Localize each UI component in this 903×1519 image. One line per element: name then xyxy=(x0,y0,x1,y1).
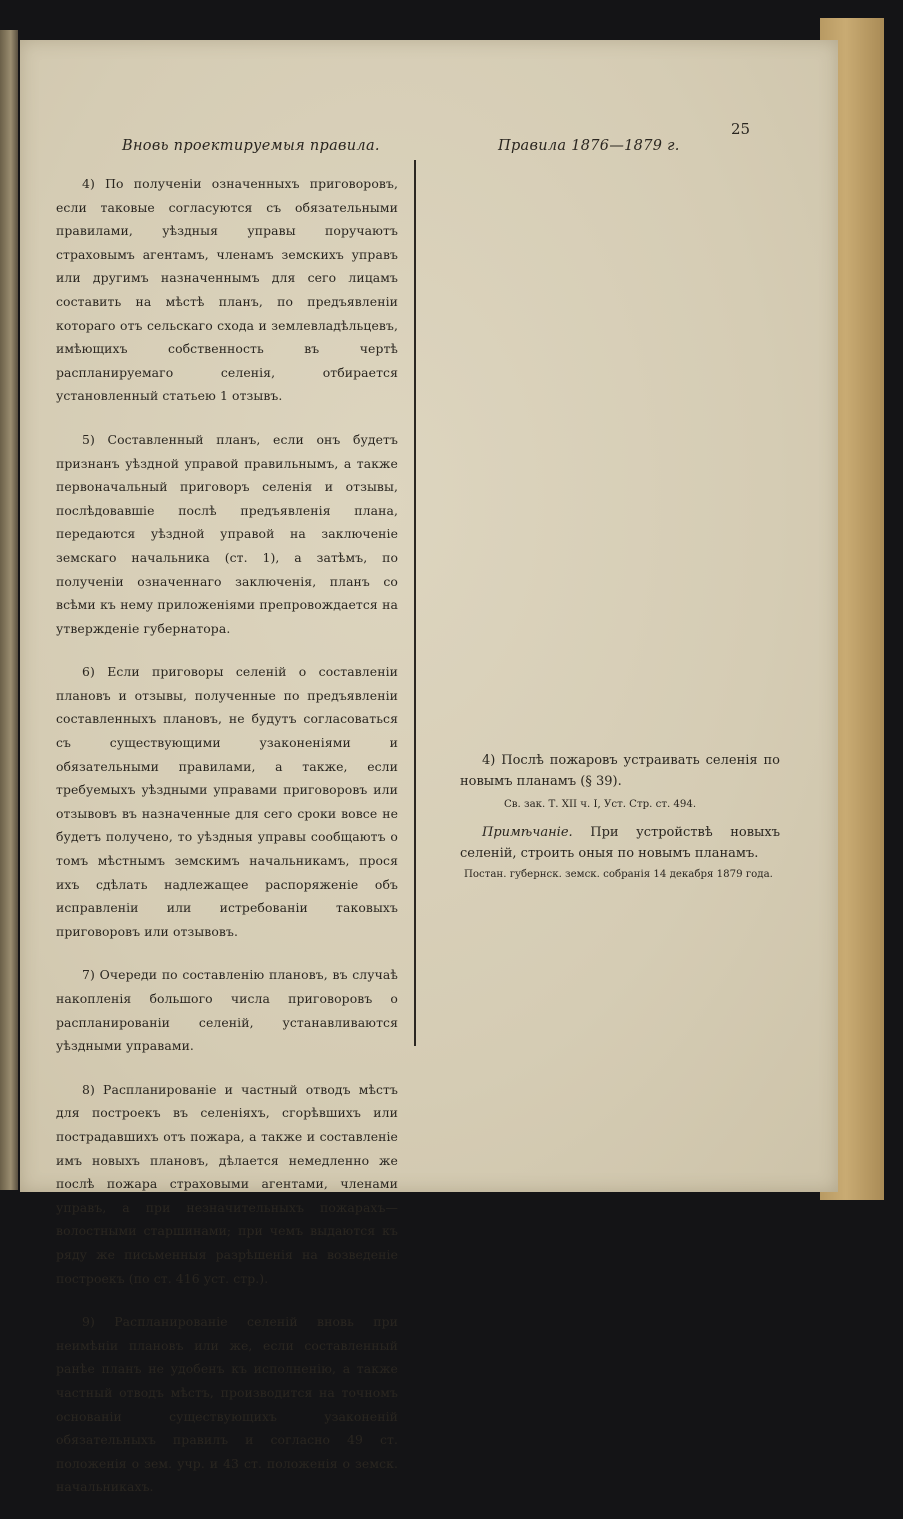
law-reference: Св. зак. Т. XII ч. I, Уст. Стр. ст. 494. xyxy=(504,799,697,810)
paragraph-5: 5) Составленный планъ, если онъ будетъ признанъ уѣздной управой правильнымъ, а также первоначальный приговоръ селенія и отзывы, послѣдовавшіе послѣ предъявленія плана, передаются уѣздной управой на заключеніе земскаго начальника (ст. 1), а затѣмъ, по полученіи означеннаго заключенія, планъ со всѣми къ нему приложеніями препровождается на утвержденіе губернатора. xyxy=(56,431,398,636)
paragraph-7: 7) Очереди по составленію плановъ, въ случаѣ накопленія большого числа приговоровъ о распланированіи селеній, устанавливаются уѣздными управами. xyxy=(56,967,398,1054)
column-divider xyxy=(414,160,416,1046)
source-citation: Постан. губернск. земск. собранія 14 декабря 1879 года. xyxy=(464,869,773,880)
note-label: Примѣчаніе. xyxy=(482,825,573,840)
note xyxy=(460,822,780,864)
left-column xyxy=(56,172,398,1519)
paragraph-9: 9) Распланированіе селеній вновь при неимѣніи плановъ или же, если составленный ранѣе планъ не удобенъ къ исполненію, а также частный отводъ мѣстъ, производится на точномъ основаніи существующихъ узаконеній обязательныхъ правилъ и согласно 49 ст. положенія о зем. учр. и 43 ст. положенія о земск. начальникахъ. xyxy=(56,1314,398,1495)
page-number: 25 xyxy=(731,120,751,138)
right-column xyxy=(460,750,780,884)
paragraph-8: 8) Распланированіе и частный отводъ мѣстъ для построекъ въ селеніяхъ, сгорѣвшихъ или пострадавшихъ отъ пожара, а также и составленіе имъ новыхъ плановъ, дѣлается немедленно же послѣ пожара страховыми агентами, членами управъ, а при незначительныхъ пожарахъ—волостными старшинами; при чемъ выдаются къ ряду же письменныя разрѣшенія на возведеніе построекъ (по ст. 416 уст. стр.). xyxy=(56,1081,398,1286)
paragraph-4: 4) По полученіи означенныхъ приговоровъ, если таковые согласуются съ обязательными правилами, уѣздныя управы поручаютъ страховымъ агентамъ, членамъ земскихъ управъ или другимъ назначеннымъ для сего лицамъ составить на мѣстѣ планъ, по предъявленіи котораго отъ сельскаго схода и землевладѣльцевъ, имѣющихъ собственность въ чертѣ распланируемаго селенія, отбирается установленный статьею 1 отзывъ. xyxy=(56,176,398,404)
previous-page-edge xyxy=(0,30,18,1190)
left-column-header: Вновь проектируемыя правила. xyxy=(122,138,380,154)
right-rule-4: 4) Послѣ пожаровъ устраивать селенія по новымъ планамъ (§ 39). xyxy=(460,753,780,789)
right-column-header: Правила 1876—1879 г. xyxy=(498,138,680,154)
note-text: При устройствѣ новыхъ селеній, строить оныя по новымъ планамъ. xyxy=(460,825,780,861)
paragraph-6: 6) Если приговоры селеній о составленіи плановъ и отзывы, полученные по предъявленіи составленныхъ плановъ, не будутъ согласоваться съ существующими узаконеніями и обязательными правилами, а также, если требуемыхъ уѣздными управами приговоровъ или отзывовъ въ назначенные для сего сроки вовсе не будетъ получено, то уѣздныя управы сообщаютъ о томъ мѣстнымъ земскимъ начальникамъ, прося ихъ сдѣлать надлежащее распоряженіе объ исправленіи или истребованіи таковыхъ приговоровъ или отзывовъ. xyxy=(56,664,398,939)
